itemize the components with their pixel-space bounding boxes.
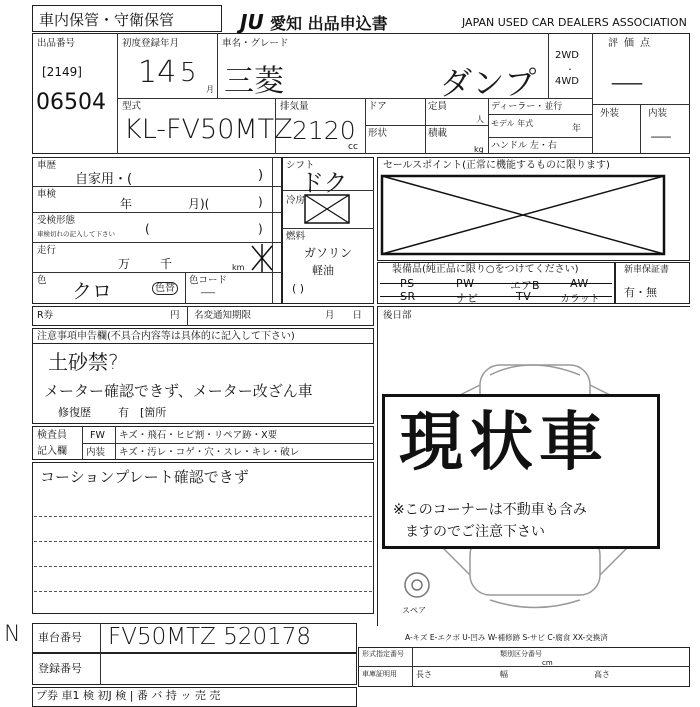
drive-4wd: 4WD [555, 76, 579, 87]
shape-label: 形状 [368, 128, 388, 139]
model-label: 型式 [122, 101, 142, 112]
color-code-label: 色コード [189, 275, 228, 286]
color-label: 色 [37, 275, 47, 286]
inspector-interior-label: 内装 [86, 447, 106, 458]
drive-dot: ・ [566, 65, 574, 74]
inspector-note: コーションプレート確認できず [40, 468, 249, 486]
vehicle-name-label: 車名・グレード [222, 38, 289, 49]
mileage-unit: km [232, 263, 245, 272]
repair-bracket: [箇所 [140, 406, 167, 419]
chassis-value: FV50MTZ 520178 [108, 624, 311, 650]
displacement-label: 排気量 [280, 101, 309, 112]
model-year-label: モデル 年式 [491, 119, 534, 128]
equipment-grid [380, 277, 612, 303]
equipment-label: 装備品(純正品に限り○をつけてください) [392, 264, 579, 275]
name-change-label: 名変通知期限 [194, 310, 252, 321]
association-en: JAPAN USED CAR DEALERS ASSOCIATION [462, 16, 687, 29]
inspection-month: 月)( [188, 197, 210, 211]
shift-label: シフト [286, 160, 315, 171]
cooling-label: 冷房 [286, 195, 306, 206]
reception-label: 受検形態 [37, 215, 76, 226]
certificate-length: 長さ [416, 670, 432, 679]
capacity-label: 定員 [428, 101, 448, 112]
as-is-stamp [382, 394, 660, 549]
warranty-value: 有・無 [624, 286, 657, 299]
dealer-label: ディーラー・並行 [491, 102, 563, 112]
association-header [240, 10, 690, 34]
fuel-paren: ( ) [292, 282, 305, 295]
notes-line1: 土砂禁? [48, 350, 119, 374]
repair-label: 修復歴 [58, 406, 91, 419]
usage-close: ) [258, 168, 264, 183]
inspection-label: 車検 [37, 189, 57, 200]
mileage-sen: 千 [160, 257, 173, 271]
reception-note: 車検切れの記入して下さい [37, 230, 115, 238]
shift-value: ドク [300, 169, 348, 197]
capacity-unit: 人 [476, 115, 484, 124]
inspector-fw-text: キズ・飛石・ヒビ割・リペア跡・X要 [119, 430, 278, 441]
equip-pw: PW [456, 277, 475, 290]
after-sale-label: 後日部 [383, 310, 412, 321]
model-value: KL-FV50MTZ [124, 114, 293, 145]
r-ticket-label: R券 [37, 310, 54, 321]
lot-label: 出品番号 [37, 38, 76, 49]
certificate-cert-label: 車庫証明用 [362, 670, 397, 678]
inspection-close: ) [258, 195, 263, 209]
cooling-crossed-box [304, 194, 350, 224]
storage-label: 車内保管・守衛保管 [39, 11, 175, 29]
fuel-value: ガソリン [304, 246, 353, 260]
evaluation-value: — [610, 62, 644, 102]
inspection-year: 年 [120, 197, 133, 211]
equip-sr: SR [400, 290, 416, 303]
interior-value: — [650, 124, 672, 149]
as-is-note-1: ※このコーナーは不動車も含み [393, 502, 587, 518]
r-ticket-unit: 円 [170, 310, 180, 321]
model-year-unit: 年 [572, 124, 582, 134]
damage-legend: A-キズ E-エクボ U-凹み W-補修跡 S-サビ C-腐食 XX-交換済 [405, 633, 608, 642]
displacement-unit: cc [348, 142, 358, 152]
name-change-unit: 月日 [325, 310, 381, 321]
bottom-row-text: プ券 車1 検 初J 検 | 番 バ 持 ッ 売 売 [36, 689, 221, 702]
lot-number: 06504 [36, 90, 106, 115]
evaluation-label: 評価点 [608, 38, 656, 49]
chassis-prefix-mark: N [4, 622, 21, 647]
drive-2wd: 2WD [555, 50, 579, 61]
warranty-label: 新車保証書 [624, 265, 670, 275]
exterior-label: 外装 [600, 108, 620, 119]
displacement-value: 2120 [292, 116, 356, 145]
mileage-strike-mark [250, 244, 276, 272]
interior-label: 内装 [648, 108, 668, 119]
lot-bracket-number: [2149] [42, 65, 82, 79]
inspector-label-2: 記入欄 [37, 446, 67, 457]
notes-line2: メーター確認できず、メーター改ざん車 [44, 382, 313, 400]
chassis-label: 車台番号 [38, 631, 82, 644]
fuel-light-oil: 軽油 [312, 264, 334, 277]
equip-airbag: エアB [510, 279, 540, 292]
vehicle-maker: 三菱 [224, 64, 284, 99]
registration-label: 登録番号 [38, 662, 82, 675]
handle-label: ハンドル 左・右 [491, 141, 557, 151]
sales-point-label: セールスポイント(正常に機能するものに限ります) [383, 160, 610, 171]
first-registration-month-suffix: 月 [206, 85, 214, 94]
certificate-label-1: 形式指定番号 [362, 650, 404, 658]
inspector-interior-text: キズ・汚レ・コゲ・穴・スレ・キレ・破レ [119, 447, 300, 458]
inspector-label-1: 検査員 [37, 430, 67, 441]
as-is-title: 現状車 [399, 406, 609, 480]
equip-carat: カラット [560, 294, 600, 305]
first-registration-year: 14 [138, 55, 177, 90]
color-value: クロ [72, 279, 112, 303]
association-jp: 愛知 出品申込書 [270, 14, 388, 33]
mileage-man: 万 [118, 257, 131, 271]
certificate-height: 高さ [594, 670, 610, 679]
mileage-label: 走行 [37, 245, 57, 256]
certificate-label-2: 類別区分番号 [500, 650, 542, 658]
usage-label: 車歴 [37, 160, 57, 171]
load-label: 積載 [428, 128, 448, 139]
color-change: 色替 [152, 282, 178, 295]
certificate-unit: cm [542, 659, 553, 667]
fuel-label: 燃料 [286, 231, 306, 242]
door-label: ドア [368, 101, 387, 112]
first-registration-label: 初度登録年月 [122, 38, 180, 49]
load-unit: kg [474, 145, 484, 154]
spare-label: スペア [402, 606, 426, 615]
equip-navi: ナビ [456, 292, 478, 305]
equip-aw: AW [570, 277, 589, 290]
spare-tire-icon [405, 573, 429, 597]
repair-value: 有 [118, 406, 129, 419]
vehicle-body: ダンプ [440, 64, 537, 102]
reception-close: ) [258, 222, 263, 236]
storage-label-box [32, 5, 222, 32]
notes-label: 注意事項申告欄(不具合内容等は具体的に記入して下さい) [37, 331, 295, 342]
color-code-value: — [200, 282, 216, 301]
as-is-note-2: ますのでご注意下さい [405, 524, 545, 540]
equip-ps: PS [400, 277, 415, 290]
inspector-fw-label: FW [90, 430, 105, 441]
ju-logo: JU [240, 10, 264, 34]
reception-value: ( [145, 222, 150, 236]
equip-tv: TV [516, 290, 532, 303]
certificate-width: 幅 [500, 670, 508, 679]
first-registration-month: 5 [180, 58, 197, 88]
usage-value: 自家用・( [75, 172, 133, 187]
sales-point-crossed [380, 174, 666, 256]
